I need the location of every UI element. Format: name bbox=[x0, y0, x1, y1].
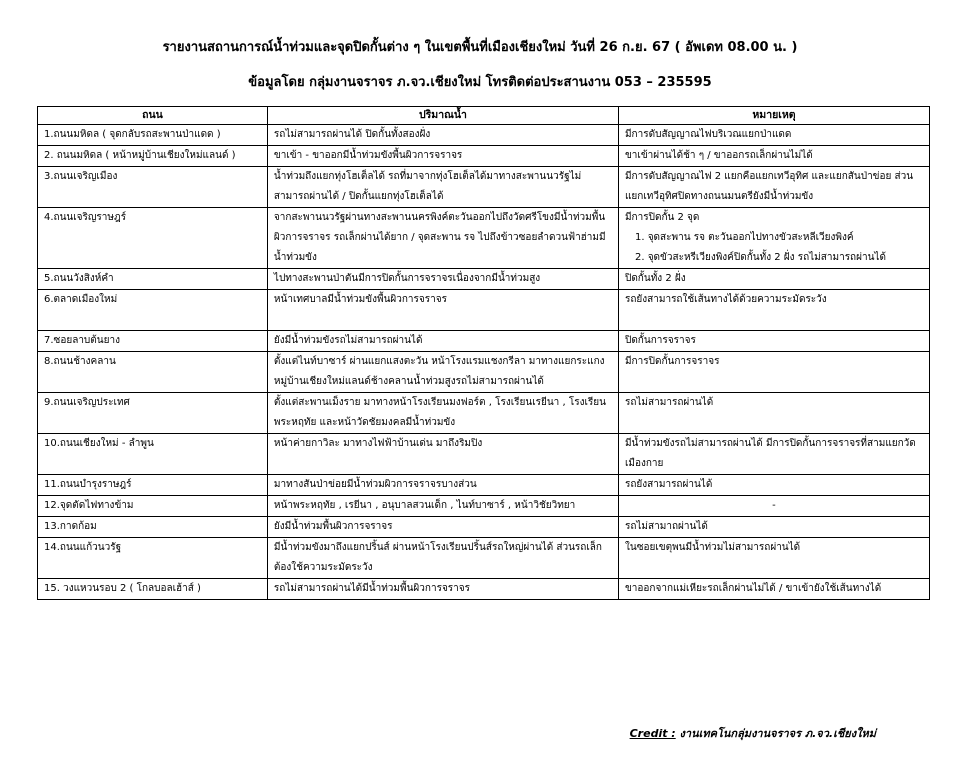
cell-road: 14.ถนนแก้วนวรัฐ bbox=[38, 538, 268, 579]
table-row bbox=[38, 579, 930, 600]
cell-note: มีการดับสัญญาณไฟ 2 แยกคือแยกเทวีอุทิศ และแยกสันป่าข่อย ส่วนแยกเทวีอุทิศปิดทางถนนมนตรียังมีน้ำท่วมขัง bbox=[618, 167, 929, 208]
cell-road: 11.ถนนบำรุงราษฎร์ bbox=[38, 475, 268, 496]
cell-road: 10.ถนนเชียงใหม่ - ลำพูน bbox=[38, 434, 268, 475]
cell-note: ขาออกจากแม่เหียะรถเล็กผ่านไม่ได้ / ขาเข้ายังใช้เส้นทางได้ bbox=[618, 579, 929, 600]
table-row bbox=[38, 167, 930, 208]
cell-note: รถยังสามารถใช้เส้นทางได้ด้วยความระมัดระวัง bbox=[618, 290, 929, 331]
cell-road: 1.ถนนมหิดล ( จุดกลับรถสะพานป่าแดด ) bbox=[38, 125, 268, 146]
cell-water-level: ตั้งแต่สะพานเม็งราย มาทางหน้าโรงเรียนมงฟอร์ต , โรงเรียนเรยีนา , โรงเรียนพระหฤทัย และหน้าวัดชัยมงคลมีน้ำท่วมขัง bbox=[267, 393, 618, 434]
flood-status-table bbox=[37, 106, 930, 600]
table-row bbox=[38, 352, 930, 393]
cell-water-level: หน้าพระหฤทัย , เรยีนา , อนุบาลสวนเด็ก , ไนท์บาซาร์ , หน้าวิชัยวิทยา bbox=[267, 496, 618, 517]
cell-note: มีการดับสัญญาณไฟบริเวณแยกป่าแดด bbox=[618, 125, 929, 146]
table-body bbox=[38, 125, 930, 600]
cell-road: 15. วงแหวนรอบ 2 ( โกลบอลเฮ้าส์ ) bbox=[38, 579, 268, 600]
cell-note: ปิดกั้นการจราจร bbox=[618, 331, 929, 352]
cell-water-level: ยังมีน้ำท่วมพื้นผิวการจราจร bbox=[267, 517, 618, 538]
cell-road: 6.ตลาดเมืองใหม่ bbox=[38, 290, 268, 331]
cell-water-level: ขาเข้า - ขาออกมีน้ำท่วมขังพื้นผิวการจราจร bbox=[267, 146, 618, 167]
cell-road: 12.จุดตัดไฟทางข้าม bbox=[38, 496, 268, 517]
column-header-water-level: ปริมาณน้ำ bbox=[267, 107, 618, 125]
table-row bbox=[38, 125, 930, 146]
note-line: มีการปิดกั้น 2 จุด bbox=[624, 212, 700, 223]
cell-note: รถไม่สามารถผ่านได้ bbox=[618, 393, 929, 434]
cell-water-level: หน้าเทศบาลมีน้ำท่วมขังพื้นผิวการจราจร bbox=[267, 290, 618, 331]
credit-text: งานเทคโนกลุ่มงานจราจร ภ.จว.เชียงใหม่ bbox=[679, 727, 876, 740]
cell-road: 8.ถนนช้างคลาน bbox=[38, 352, 268, 393]
cell-road: 3.ถนนเจริญเมือง bbox=[38, 167, 268, 208]
cell-note: ในซอยเขตุพนมีน้ำท่วมไม่สามารถผ่านได้ bbox=[618, 538, 929, 579]
cell-note: ปิดกั้นทั้ง 2 ฝั่ง bbox=[618, 269, 929, 290]
table-row bbox=[38, 290, 930, 331]
cell-note: ขาเข้าผ่านได้ช้า ๆ / ขาออกรถเล็กผ่านไม่ได้ bbox=[618, 146, 929, 167]
column-header-note: หมายเหตุ bbox=[618, 107, 929, 125]
table-row bbox=[38, 393, 930, 434]
table-row bbox=[38, 208, 930, 269]
cell-road: 7.ซอยลาบต้นยาง bbox=[38, 331, 268, 352]
note-line: 1. จุดสะพาน รจ ตะวันออกไปทางขัวสะหลีเวียงพิงค์ bbox=[634, 232, 854, 243]
cell-note bbox=[618, 208, 929, 269]
report-title: รายงานสถานการณ์น้ำท่วมและจุดปิดกั้นต่าง ๆ ในเขตพื้นที่เมืองเชียงใหม่ วันที่ 26 ก.ย. 67 ( อัพเดท 08.00 น. ) bbox=[162, 40, 798, 55]
cell-note: มีน้ำท่วมขังรถไม่สามารถผ่านได้ มีการปิดกั้นการจราจรที่สามแยกวัดเมืองกาย bbox=[618, 434, 929, 475]
report-subtitle: ข้อมูลโดย กลุ่มงานจราจร ภ.จว.เชียงใหม่ โทรติดต่อประสานงาน 053 – 235595 bbox=[248, 75, 712, 90]
table-row bbox=[38, 475, 930, 496]
cell-water-level: รถไม่สามารถผ่านได้มีน้ำท่วมพื้นผิวการจราจร bbox=[267, 579, 618, 600]
cell-road: 13.กาดก้อม bbox=[38, 517, 268, 538]
cell-note: มีการปิดกั้นการจราจร bbox=[618, 352, 929, 393]
cell-water-level: หน้าค่ายกาวิละ มาทางไฟฟ้าบ้านเด่น มาถึงริมปิง bbox=[267, 434, 618, 475]
cell-note: รถยังสามารถผ่านได้ bbox=[618, 475, 929, 496]
cell-water-level: จากสะพานนวรัฐผ่านทางสะพานนครพิงค์ตะวันออกไปถึงวัดศรีโขงมีน้ำท่วมพื้นผิวการจราจร รถเล็กผ่านได้ยาก / จุดสะพาน รจ ไปถึงข้าวซอยลำดวนฟ้าฮ่ามมีน้ำท่วมขัง bbox=[267, 208, 618, 269]
cell-water-level: รถไม่สามารถผ่านได้ ปิดกั้นทั้งสองฝั่ง bbox=[267, 125, 618, 146]
cell-water-level: น้ำท่วมถึงแยกทุ่งโฮเต็ลได้ รถที่มาจากทุ่งโฮเต็ลได้มาทางสะพานนวรัฐไม่สามารถผ่านได้ / ปิดกั้นแยกทุ่งโฮเต็ลได้ bbox=[267, 167, 618, 208]
cell-water-level: มาทางสันป่าข่อยมีน้ำท่วมผิวการจราจรบางส่วน bbox=[267, 475, 618, 496]
table-row bbox=[38, 146, 930, 167]
credit-label: Credit : bbox=[629, 727, 676, 740]
cell-road: 5.ถนนวังสิงห์คำ bbox=[38, 269, 268, 290]
cell-road: 4.ถนนเจริญราษฎร์ bbox=[38, 208, 268, 269]
table-row bbox=[38, 496, 930, 517]
cell-road: 2. ถนนมหิดล ( หน้าหมู่บ้านเชียงใหม่แลนด์ ) bbox=[38, 146, 268, 167]
table-header-row bbox=[38, 107, 930, 125]
cell-water-level: ตั้งแต่ไนท์บาซาร์ ผ่านแยกแสงตะวัน หน้าโรงแรมแชงกรีลา มาทางแยกระแกง หมู่บ้านเชียงใหม่แลนด์ช้างคลานน้ำท่วมสูงรถไม่สามารถผ่านได้ bbox=[267, 352, 618, 393]
cell-note: - bbox=[618, 496, 929, 517]
cell-road: 9.ถนนเจริญประเทศ bbox=[38, 393, 268, 434]
cell-note: รถไม่สามาถผ่านได้ bbox=[618, 517, 929, 538]
table-row bbox=[38, 331, 930, 352]
table-row bbox=[38, 434, 930, 475]
column-header-road: ถนน bbox=[38, 107, 268, 125]
cell-water-level: ไปทางสะพานป่าตันมีการปิดกั้นการจราจรเนื่องจากมีน้ำท่วมสูง bbox=[267, 269, 618, 290]
note-line: 2. จุดขัวสะหรีเวียงพิงค์ปิดกั้นทั้ง 2 ฝั่ง รถไม่สามารถผ่านได้ bbox=[634, 252, 886, 263]
table-row bbox=[38, 517, 930, 538]
table-row bbox=[38, 269, 930, 290]
credit-line bbox=[630, 724, 876, 742]
table-row bbox=[38, 538, 930, 579]
cell-water-level: ยังมีน้ำท่วมขังรถไม่สามารถผ่านได้ bbox=[267, 331, 618, 352]
cell-water-level: มีน้ำท่วมขังมาถึงแยกปริ้นส์ ผ่านหน้าโรงเรียนปริ้นส์รถใหญ่ผ่านได้ ส่วนรถเล็กต้องใช้ความระมัดระวัง bbox=[267, 538, 618, 579]
